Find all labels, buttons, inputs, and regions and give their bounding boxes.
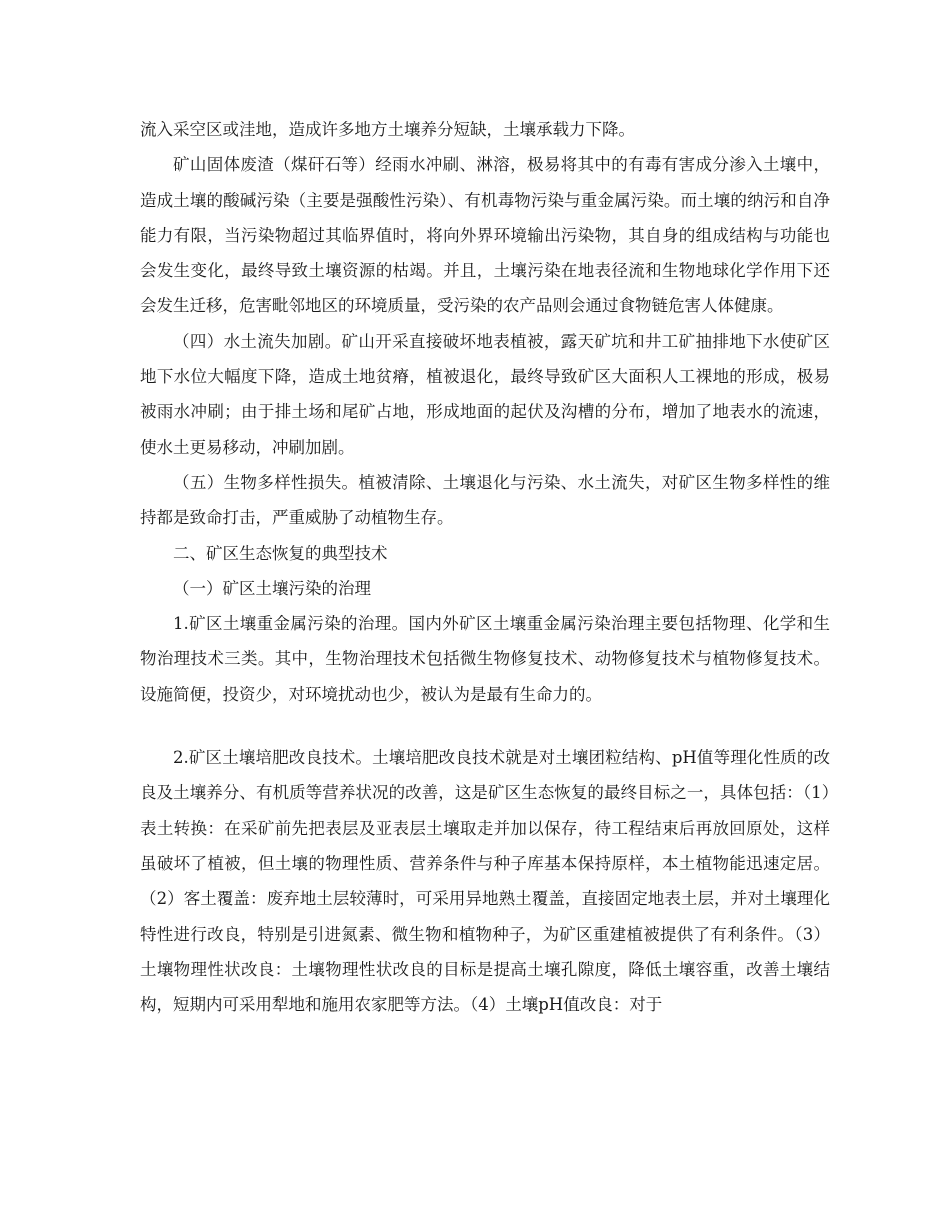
paragraph-soil-erosion: （四）水土流失加剧。矿山开采直接破坏地表植被，露天矿坑和井工矿抽排地下水使矿区地下水位大幅度下降，造成土地贫瘠，植被退化，最终导致矿区大面积人工裸地的形成，极易被雨水冲刷；由于排土场和尾矿占地，形成地面的起伏及沟槽的分布，增加了地表水的流速，使水土更易移动，冲刷加剧。 [140, 331, 830, 457]
paragraph-solid-waste-pollution: 矿山固体废渣（煤矸石等）经雨水冲刷、淋溶，极易将其中的有毒有害成分渗入土壤中，造成土壤的酸碱污染（主要是强酸性污染）、有机毒物污染与重金属污染。而土壤的纳污和自净能力有限，当污染物超过其临界值时，将向外界环境输出污染物，其自身的组成结构与功能也会发生变化，最终导致土壤资源的枯竭。并且，土壤污染在地表径流和生物地球化学作用下还会发生迁移，危害毗邻地区的环境质量，受污染的农产品则会通过食物链危害人体健康。 [140, 155, 830, 316]
paragraph-gap [140, 712, 830, 740]
subsection-heading: （一）矿区土壤污染的治理 [173, 578, 371, 598]
section-heading: 二、矿区生态恢复的典型技术 [173, 543, 388, 563]
document-body [140, 112, 830, 1022]
paragraph-biodiversity-loss: （五）生物多样性损失。植被清除、土壤退化与污染、水土流失，对矿区生物多样性的维持都是致命打击，严重威胁了动植物生存。 [140, 472, 830, 528]
paragraph-soil-improvement: 2.矿区土壤培肥改良技术。土壤培肥改良技术就是对土壤团粒结构、pH值等理化性质的改良及土壤养分、有机质等营养状况的改善，这是矿区生态恢复的最终目标之一，具体包括：（1）表土转换：在采矿前先把表层及亚表层土壤取走并加以保存，待工程结束后再放回原处，这样虽破坏了植被，但土壤的物理性质、营养条件与种子库基本保持原样，本土植物能迅速定居。（2）客土覆盖：废弃地土层较薄时，可采用异地熟土覆盖，直接固定地表土层，并对土壤理化特性进行改良，特别是引进氮素、微生物和植物种子，为矿区重建植被提供了有利条件。（3）土壤物理性状改良：土壤物理性状改良的目标是提高土壤孔隙度，降低土壤容重，改善土壤结构，短期内可采用犁地和施用农家肥等方法。（4）土壤pH值改良：对于 [140, 748, 830, 1015]
paragraph-heavy-metal-treatment: 1.矿区土壤重金属污染的治理。国内外矿区土壤重金属污染治理主要包括物理、化学和生物治理技术三类。其中，生物治理技术包括微生物修复技术、动物修复技术与植物修复技术。设施简便，投资少，对环境扰动也少，被认为是最有生命力的。 [140, 614, 830, 704]
paragraph-continuation: 流入采空区或洼地，造成许多地方土壤养分短缺，土壤承载力下降。 [140, 120, 635, 139]
